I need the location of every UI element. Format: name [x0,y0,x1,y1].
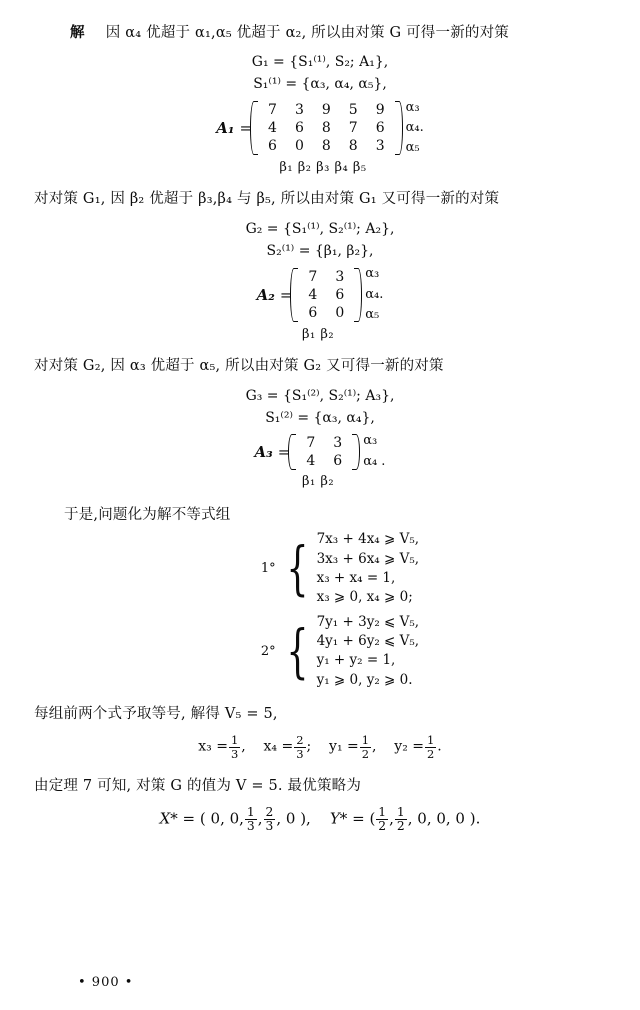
document-page [0,22,640,1010]
matrix-a1-col-labels: β₁ β₂ β₃ β₄ β₅ [279,159,367,175]
numerator: 1 [396,805,405,820]
paragraph-6: 由定理 7 可知, 对策 G 的值为 V = 5. 最优策略为 [34,777,362,794]
system-line: 7y₁ + 3y₂ ⩽ V₅, [316,614,420,631]
y-mid: , [389,809,394,828]
matrix-a2-row-labels [365,264,383,324]
matrix-row [259,137,394,155]
final-strategies-line [0,806,640,833]
system-2-tag: 2° [260,643,276,659]
matrix-cell: 6 [294,119,304,136]
matrix-row [299,304,353,322]
g2-definition: G₂ = {S₁⁽¹⁾, S₂⁽¹⁾; A₂}, [245,220,395,237]
paragraph-3: 对对策 G₂, 因 α₃ 优超于 α₅, 所以由对策 G₂ 又可得一新的对策 [34,357,444,374]
system-line: 7x₃ + 4x₄ ⩾ V₅, [316,531,420,548]
y1-label: y₁ = [329,739,359,756]
system-line: 3x₃ + 6x₄ ⩾ V₅, [316,550,420,567]
x3-fraction [229,734,240,759]
numerator: 1 [230,733,239,748]
denominator: 3 [230,746,239,761]
x4-fraction [294,734,305,759]
numerator: 1 [378,805,387,820]
numerator: 1 [246,805,255,820]
row-label: α₃ [363,433,378,449]
matrix-a3-row [0,431,640,471]
denominator: 3 [246,819,255,834]
matrix-cell: 3 [294,101,304,118]
solution-paragraph [70,22,640,45]
matrix-a1 [259,101,394,155]
system-2-lines [317,613,420,690]
matrix-a3-label: A₃ [254,442,273,461]
denominator: 2 [378,819,387,834]
x-star-label: X* = [159,809,196,828]
system-line: y₁ ⩾ 0, y₂ ⩾ 0. [316,671,413,688]
inequality-system-2 [40,613,640,690]
equals-sign: = [279,285,293,304]
paragraph-4: 于是,问题化为解不等式组 [64,506,231,523]
matrix-a2-row [0,264,640,324]
brace-glyph: { [286,534,309,602]
matrix-cell: 8 [321,137,331,154]
matrix-a2 [299,268,353,322]
matrix-cell: 6 [375,119,385,136]
paragraph-5: 每组前两个式予取等号, 解得 V₅ = 5, [34,705,278,722]
system-line: y₁ + y₂ = 1, [316,652,396,669]
y-tail: , 0, 0, 0 ). [407,809,481,828]
y1-fraction [360,734,371,759]
matrix-cell: 3 [375,137,385,154]
denominator: 3 [296,746,304,761]
x-values-pre: ( 0, 0, [199,809,244,828]
equals-sign: = [239,118,253,137]
y2-fraction [425,734,436,759]
matrix-a2-col-labels: β₁ β₂ [301,326,335,342]
x-fraction-2 [264,806,276,833]
matrix-a1-row-labels [406,98,424,158]
matrix-cell: 6 [333,452,343,469]
matrix-a1-bracket [257,101,396,155]
denominator: 3 [265,819,274,834]
paragraph-2: 对对策 G₁, 因 β₂ 优超于 β₃,β₄ 与 β₅, 所以由对策 G₁ 又可得一新的对策 [34,190,500,207]
matrix-cell: 6 [335,286,345,303]
x3-label: x₃ = [198,739,228,756]
brace-glyph: { [286,616,309,685]
system-line: x₃ + x₄ = 1, [316,569,396,586]
row-label: α₃ [405,99,420,115]
denominator: 2 [427,746,435,761]
row-label: α₅ [365,306,380,322]
matrix-cell: 9 [321,101,331,118]
matrix-a2-bracket [297,268,355,322]
s3-definition: S₁⁽²⁾ = {α₃, α₄}, [265,409,375,426]
matrix-cell: 0 [294,137,304,154]
matrix-cell: 8 [321,119,331,136]
matrix-row [299,286,353,304]
matrix-cell: 5 [348,101,358,118]
system-line: x₃ ⩾ 0, x₄ ⩾ 0; [316,588,413,605]
row-label: α₃ [365,266,380,282]
y-fraction-1 [376,806,388,833]
solution-values-line: x₃ = $\frac{1}{3}$ , x₄ = $\frac{2}{3}$ ; y₁ = $\frac{1}{2}$ , y₂ = $\frac{1}{2}$ . [198,733,442,761]
row-label: α₄ . [363,453,386,469]
matrix-cell: 7 [348,119,358,136]
numerator: 2 [296,733,304,748]
x-fraction-1 [245,806,257,833]
matrix-cell: 7 [268,101,277,118]
matrix-cell: 7 [306,434,316,451]
matrix-cell: 0 [335,304,345,321]
row-label: α₄. [365,286,384,302]
matrix-a1-label: A₁ [216,118,235,137]
matrix-a3 [297,434,351,470]
y-fraction-2 [395,806,407,833]
x-tail: , 0 ), [276,809,311,828]
matrix-cell: 6 [308,304,318,321]
matrix-a3-bracket [295,434,353,470]
matrix-cell: 3 [335,268,345,285]
system-line: 4y₁ + 6y₂ ⩽ V₅, [316,633,420,650]
y-star-label: Y* = [329,809,365,828]
matrix-cell: 3 [333,434,343,451]
matrix-row [297,434,351,452]
matrix-row [259,119,394,137]
matrix-row [297,452,351,470]
row-label: α₄. [405,119,424,135]
y-pre: ( [369,809,376,828]
solution-text: 因 α₄ 优超于 α₁,α₅ 优超于 α₂, 所以由对策 G 可得一新的对策 [105,25,509,41]
y2-label: y₂ = [394,739,424,756]
equals-sign: = [277,442,291,461]
g1-definition: G₁ = {S₁⁽¹⁾, S₂; A₁}, [251,53,389,70]
x-mid: , [257,809,263,828]
matrix-a3-col-labels: β₁ β₂ [301,473,335,489]
matrix-a1-row [0,98,640,158]
numerator: 2 [265,805,274,820]
g3-definition: G₃ = {S₁⁽²⁾, S₂⁽¹⁾; A₃}, [245,387,395,404]
solution-label: 解 [70,24,85,41]
system-1-lines [317,530,419,607]
numerator: 1 [427,733,435,748]
matrix-cell: 6 [268,137,277,154]
inequality-system-1 [40,530,640,607]
matrix-row [259,101,394,119]
matrix-a3-row-labels [363,431,385,471]
denominator: 2 [396,819,405,834]
numerator: 1 [361,733,370,748]
matrix-cell: 4 [308,286,318,303]
page-number: • 900 • [78,975,134,990]
matrix-cell: 8 [348,137,358,154]
matrix-cell: 7 [308,268,318,285]
matrix-a2-label: A₂ [256,285,275,304]
matrix-cell: 4 [268,119,277,136]
denominator: 2 [361,746,370,761]
matrix-cell: 4 [306,452,316,469]
matrix-row [299,268,353,286]
s2-definition: S₂⁽¹⁾ = {β₁, β₂}, [266,242,374,259]
system-1-tag: 1° [260,561,276,577]
row-label: α₅ [405,139,420,155]
matrix-cell: 9 [375,101,385,118]
s1-definition: S₁⁽¹⁾ = {α₃, α₄, α₅}, [253,75,387,92]
x4-label: x₄ = [263,739,294,756]
